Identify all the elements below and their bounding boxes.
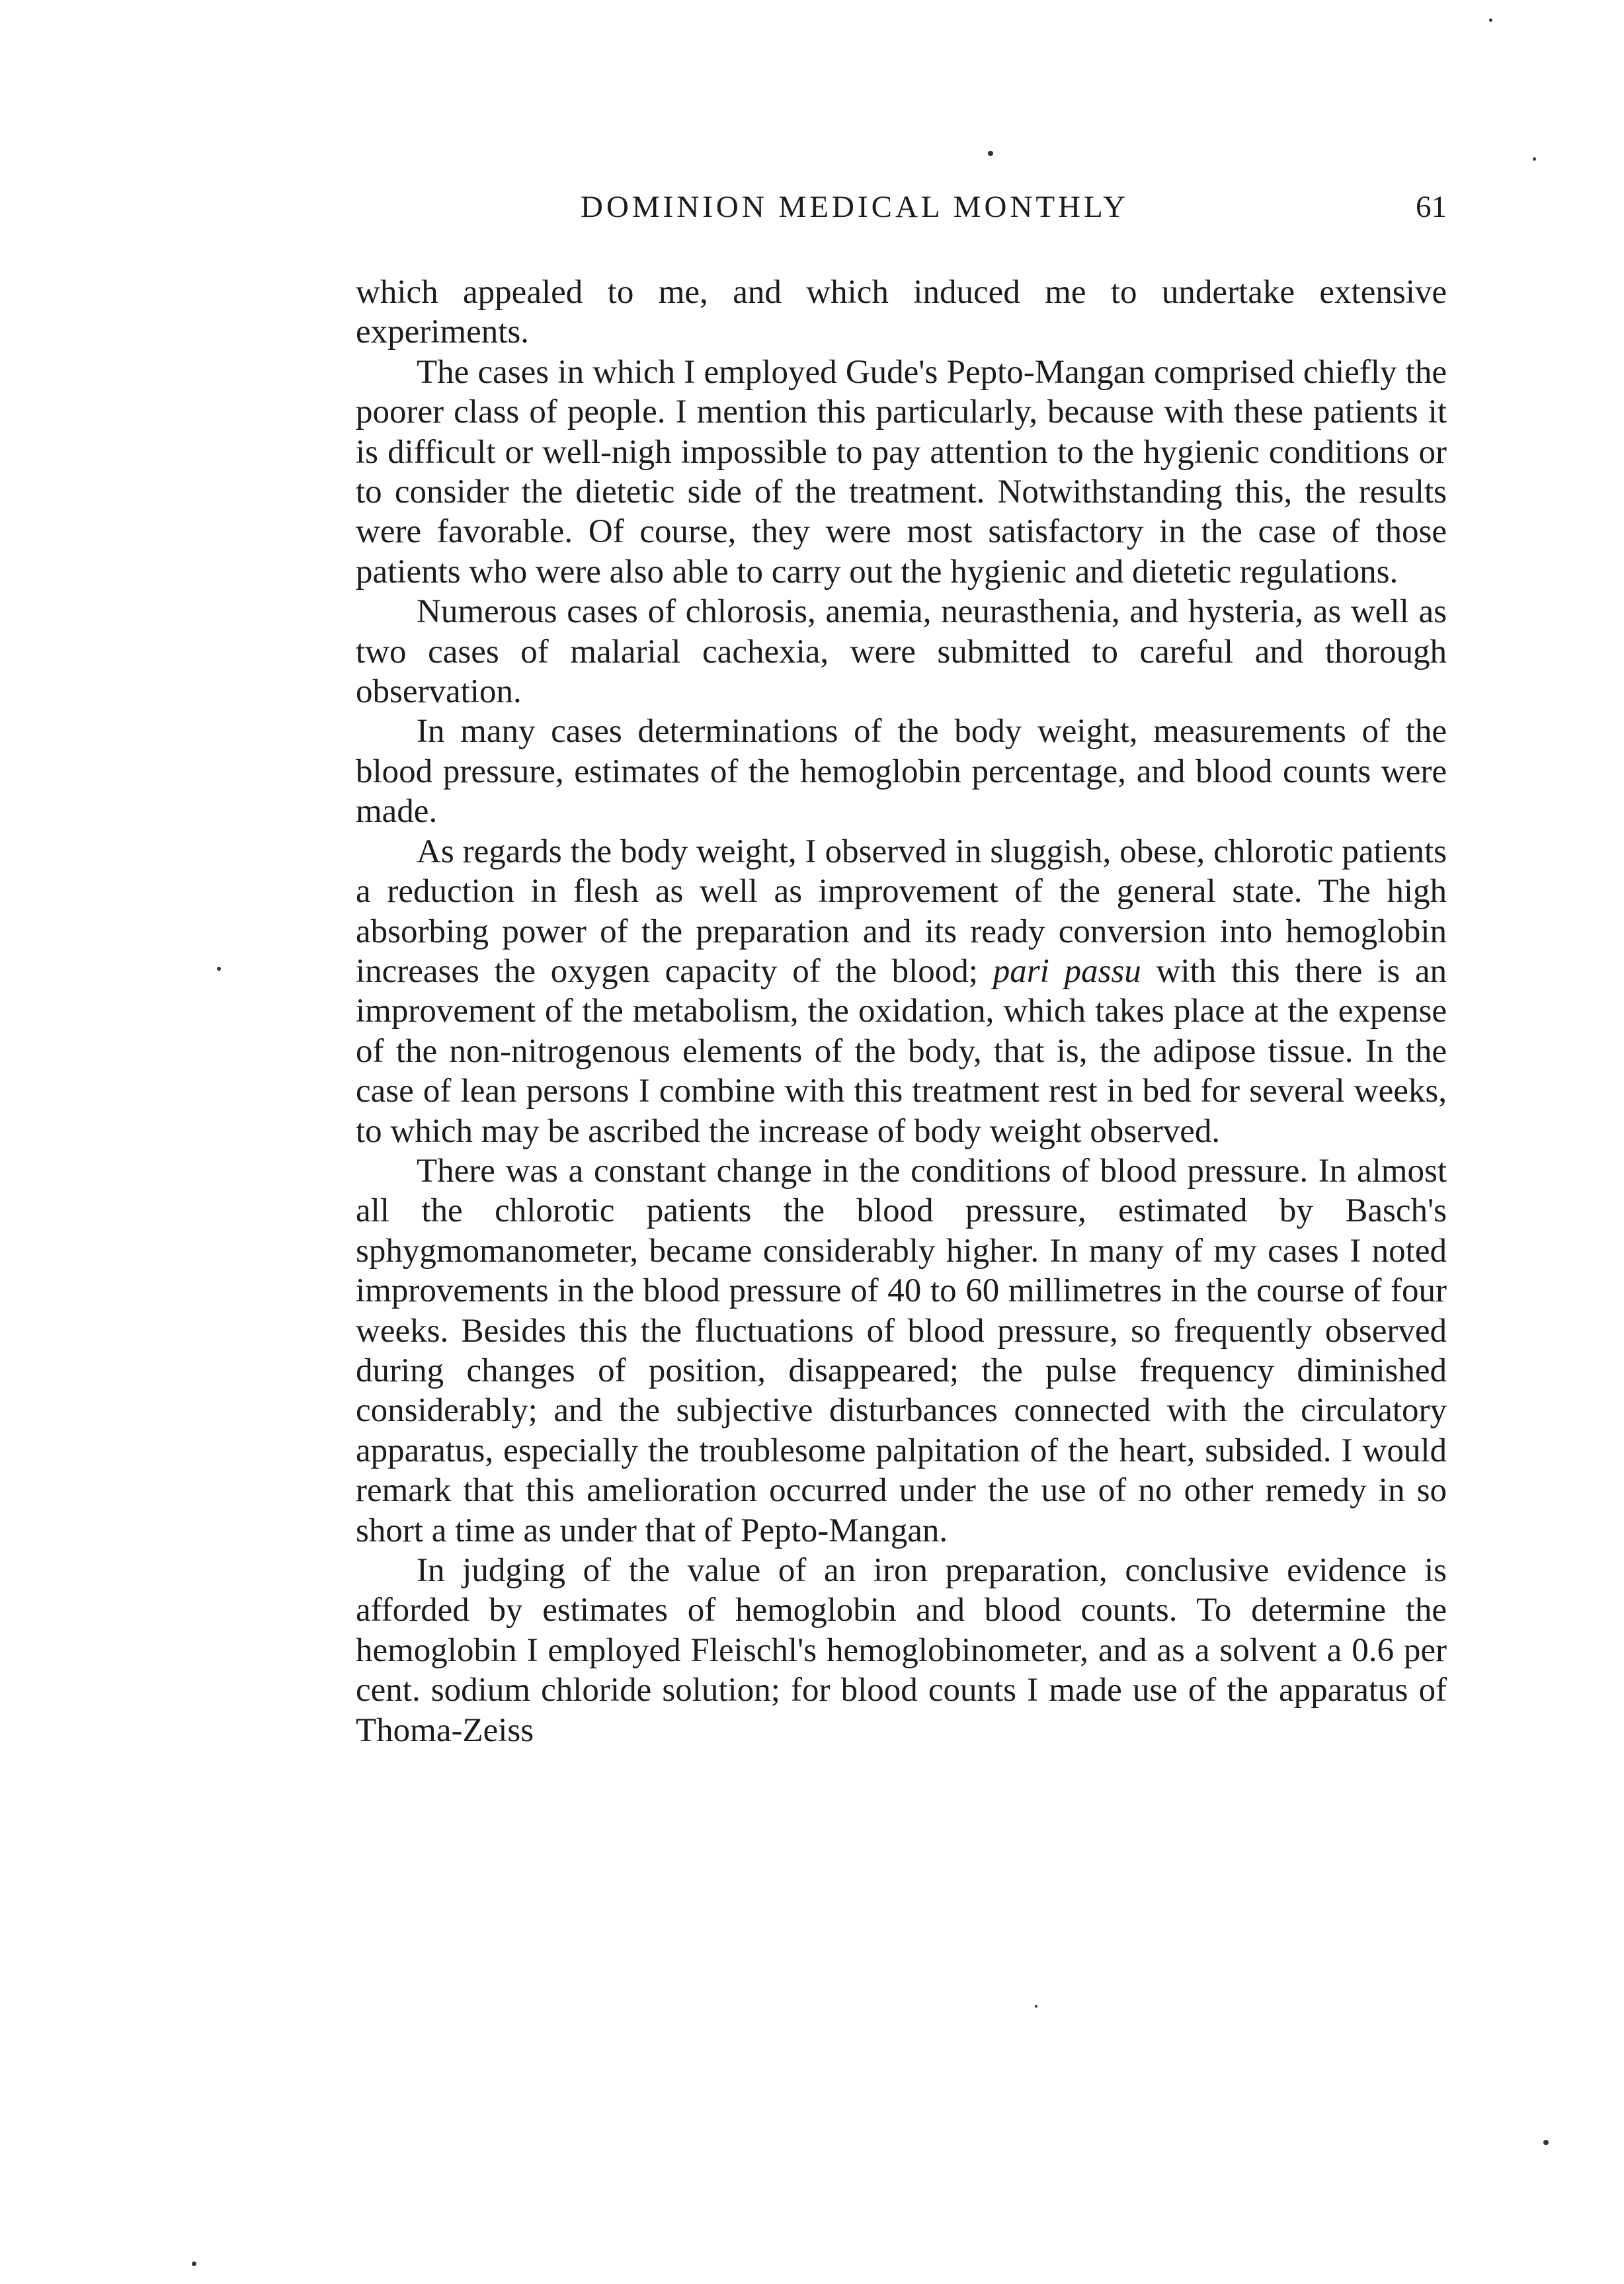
scan-speck xyxy=(1543,2140,1549,2145)
paragraph-5-part-a: As regards the body weight, I observed in sluggish, obese, chlorotic patients a reduction in flesh as well as improvement of the general state. The high absorbing power of the preparation and its ready conversion into hemoglobin increases the oxygen capacity of the blood; xyxy=(356,833,1447,990)
paragraph-5 xyxy=(356,832,1447,1151)
paragraph-1: which appealed to me, and which induced me to undertake extensive experiments. xyxy=(356,274,1447,351)
paragraph-2: The cases in which I employed Gude's Pepto-Mangan comprised chiefly the poorer class of people. I mention this particularly, because with these patients it is difficult or well-nigh impossible to pay attention to the hygienic conditions or to consider the dietetic side of the treatment. Notwithstanding this, the results were favorable. Of course, they were most satisfactory in the case of those patients who were also able to carry out the hygienic and dietetic regulations. xyxy=(356,353,1447,591)
scan-speck xyxy=(988,151,993,156)
latin-phrase: pari passu xyxy=(993,952,1141,990)
scan-speck xyxy=(192,2262,196,2266)
scan-speck xyxy=(1489,19,1492,22)
paragraph-4: In many cases determinations of the body weight, measurements of the blood pressure, estimates of the hemoglobin percentage, and blood counts were made. xyxy=(356,713,1447,831)
scan-speck xyxy=(1035,2005,1037,2008)
paragraph-5-part-b: with this there is an improvement of the metabolism, the oxidation, which takes place at the expense of the non-nitrogenous elements of the body, that is, the adipose tissue. In the case of lean persons I combine with this treatment rest in bed for several weeks, to which may be ascribed the increase of body weight observed. xyxy=(356,952,1447,1150)
running-title: DOMINION MEDICAL MONTHLY xyxy=(581,190,1129,224)
scan-speck xyxy=(1533,157,1536,161)
paragraph-7: In judging of the value of an iron preparation, conclusive evidence is afforded by estimates of hemoglobin and blood counts. To determine the hemoglobin I employed Fleischl's hemoglobinometer, and as a solvent a 0.6 per cent. sodium chloride solution; for blood counts I made use of the apparatus of Thoma-Zeiss xyxy=(356,1552,1447,1749)
page-header xyxy=(356,184,1447,230)
article-body xyxy=(356,272,1447,1750)
scan-speck xyxy=(217,967,221,971)
paragraph-6: There was a constant change in the conditions of blood pressure. In almost all the chlorotic patients the blood pressure, estimated by Basch's sphygmomanometer, became considerably higher. In many of my cases I noted improvements in the blood pressure of 40 to 60 millimetres in the course of four weeks. Besides this the fluctuations of blood pressure, so frequently observed during changes of position, disappeared; the pulse frequency diminished considerably; and the subjective disturbances connected with the circulatory apparatus, especially the troublesome palpitation of the heart, subsided. I would remark that this amelioration occurred under the use of no other remedy in so short a time as under that of Pepto-Mangan. xyxy=(356,1152,1447,1549)
page-number: 61 xyxy=(1416,190,1447,224)
paragraph-3: Numerous cases of chlorosis, anemia, neurasthenia, and hysteria, as well as two cases of malarial cachexia, were submitted to careful and thorough observation. xyxy=(356,593,1447,711)
